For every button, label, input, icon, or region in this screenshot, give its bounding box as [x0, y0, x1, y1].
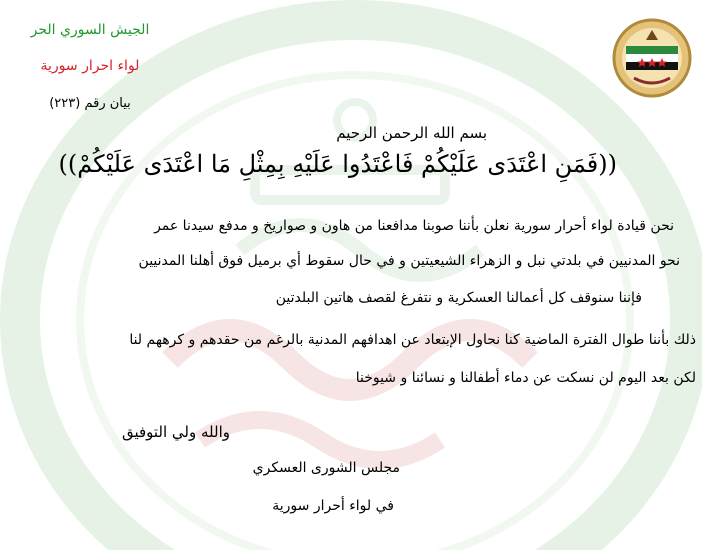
signature-council: مجلس الشورى العسكري: [252, 460, 400, 476]
body-line: نحو المدنيين في بلدتي نبل و الزهراء الشيعيتين و في حال سقوط أي برميل فوق أهلنا المدنيين: [138, 253, 680, 269]
quran-verse: ((فَمَنِ اعْتَدَى عَلَيْكُمْ فَاعْتَدُوا عَلَيْهِ بِمِثْلِ مَا اعْتَدَى عَلَيْكُمْ)): [58, 150, 617, 178]
body-line: لكن بعد اليوم لن نسكت عن دماء أطفالنا و نسائنا و شيوخنا: [355, 370, 696, 386]
signature-brigade: في لواء أحرار سورية: [272, 498, 394, 514]
body-line: فإننا سنوقف كل أعمالنا العسكرية و نتفرغ لقصف هاتين البلدتين: [275, 290, 642, 306]
body-line: ذلك بأننا طوال الفترة الماضية كنا نحاول الإبتعاد عن اهدافهم المدنية بالرغم من حقدهم و كرههم لنا: [129, 332, 696, 348]
closing-phrase: والله ولي التوفيق: [121, 423, 230, 441]
brigade-emblem-icon: [612, 18, 692, 98]
basmala: بسم الله الرحمن الرحيم: [336, 124, 487, 142]
body-line: نحن قيادة لواء أحرار سورية نعلن بأننا صوبنا مدافعنا من هاون و صواريخ و مدفع سيدنا عمر: [154, 218, 674, 234]
statement-number: بيان رقم (٢٢٣): [49, 96, 131, 111]
army-name: الجيش السوري الحر: [30, 22, 150, 38]
brigade-name: لواء احرار سورية: [40, 58, 140, 74]
